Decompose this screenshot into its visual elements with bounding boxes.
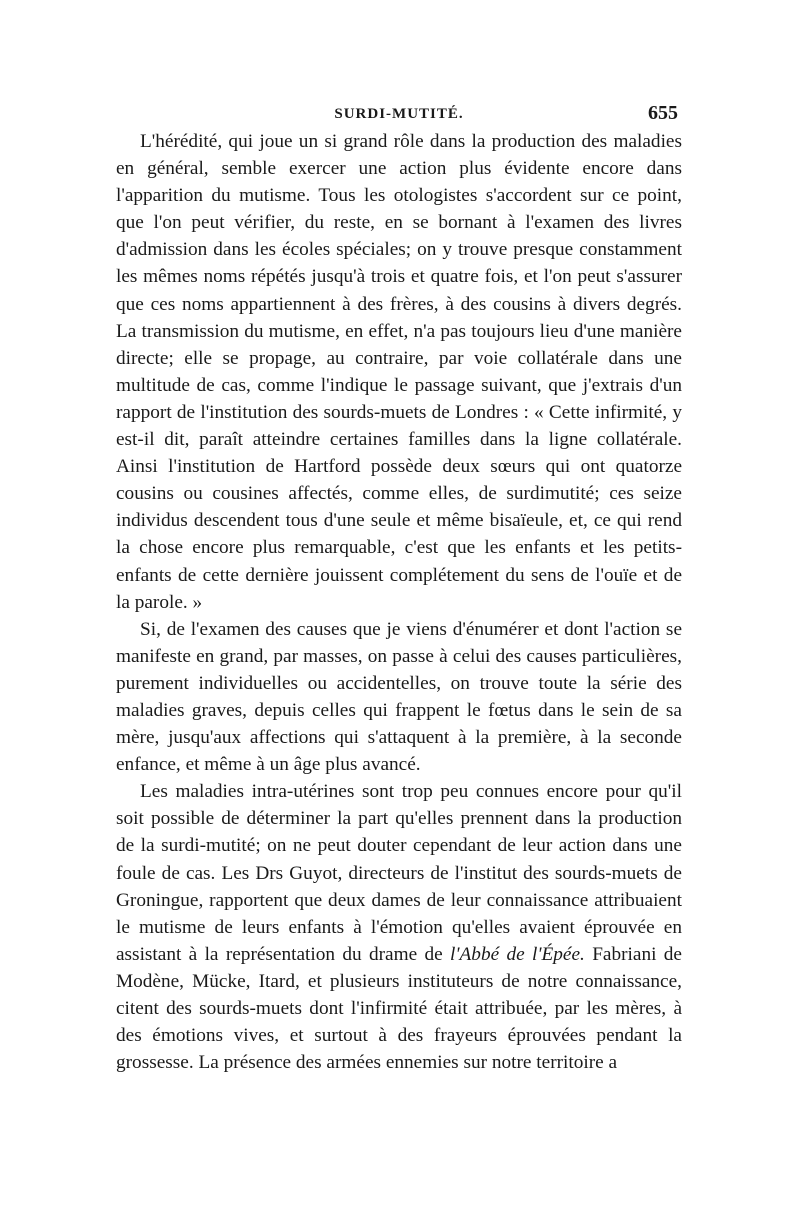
running-head — [116, 102, 682, 128]
paragraph-text-after-title: Fabriani de Modène, Mücke, Itard, et plusieurs instituteurs de notre connaissance, citent des sourds-muets dont l'infirmité était attribuée, par les mères, à des émotions vives, et surtout à des frayeurs éprouvées pendant la grossesse. La présence des armées ennemies sur notre territoire a — [116, 943, 682, 1074]
paragraph-text-before-title: Les maladies intra-utérines sont trop peu connues encore pour qu'il soit possible de déterminer la part qu'elles prennent dans la production de la surdi-mutité; on ne peut douter cependant de leur action dans une foule de cas. Les Drs Guyot, directeurs de l'institut des sourds-muets de Groningue, rapportent que deux dames de leur connaissance attribuaient le mutisme de leurs enfants à l'émotion qu'elles avaient éprouvée en assistant à la représentation du drame de — [116, 781, 682, 965]
drama-title: l'Abbé de l'Épée. — [450, 943, 585, 965]
paragraph-heredity: L'hérédité, qui joue un si grand rôle dans la production des maladies en général, semble exercer une action plus évidente encore dans l'apparition du mutisme. Tous les otologistes s'accordent sur ce point, que l'on peut vérifier, du reste, en se bornant à l'examen des livres d'admission dans les écoles spéciales; on y trouve presque constamment les mêmes noms répétés jusqu'à trois et quatre fois, et l'on peut s'assurer que ces noms appartiennent à des frères, à des cousins à divers degrés. La transmission du mutisme, en effet, n'a pas toujours lieu d'une manière directe; elle se propage, au contraire, par voie collatérale dans une multitude de cas, comme l'indique le passage suivant, que j'extrais d'un rapport de l'institution des sourds-muets de Londres : « Cette infirmité, y est-il dit, paraît atteindre certaines familles dans la ligne collatérale. Ainsi l'institution de Hartford possède deux sœurs qui ont quatorze cousins ou cousines affectés, comme elles, de surdimutité; ces seize individus descendent tous d'une seule et même bisaïeule, et, ce qui rend la chose encore plus remarquable, c'est que les enfants et les petits-enfants de cette dernière jouissent complétement du sens de l'ouïe et de la parole. » — [116, 131, 682, 613]
page-number: 655 — [648, 102, 678, 124]
paragraph-intrauterine-diseases — [116, 778, 682, 1076]
body-text — [116, 128, 682, 1076]
running-title: SURDI-MUTITÉ. — [334, 106, 464, 122]
paragraph-individual-causes: Si, de l'examen des causes que je viens d'énumérer et dont l'action se manifeste en grand, par masses, on passe à celui des causes particulières, purement individuelles ou accidentelles, on trouve toute la série des maladies graves, depuis celles qui frappent le fœtus dans le sein de sa mère, jusqu'aux affections qui s'attaquent à la première, à la seconde enfance, et même à un âge plus avancé. — [116, 618, 682, 776]
